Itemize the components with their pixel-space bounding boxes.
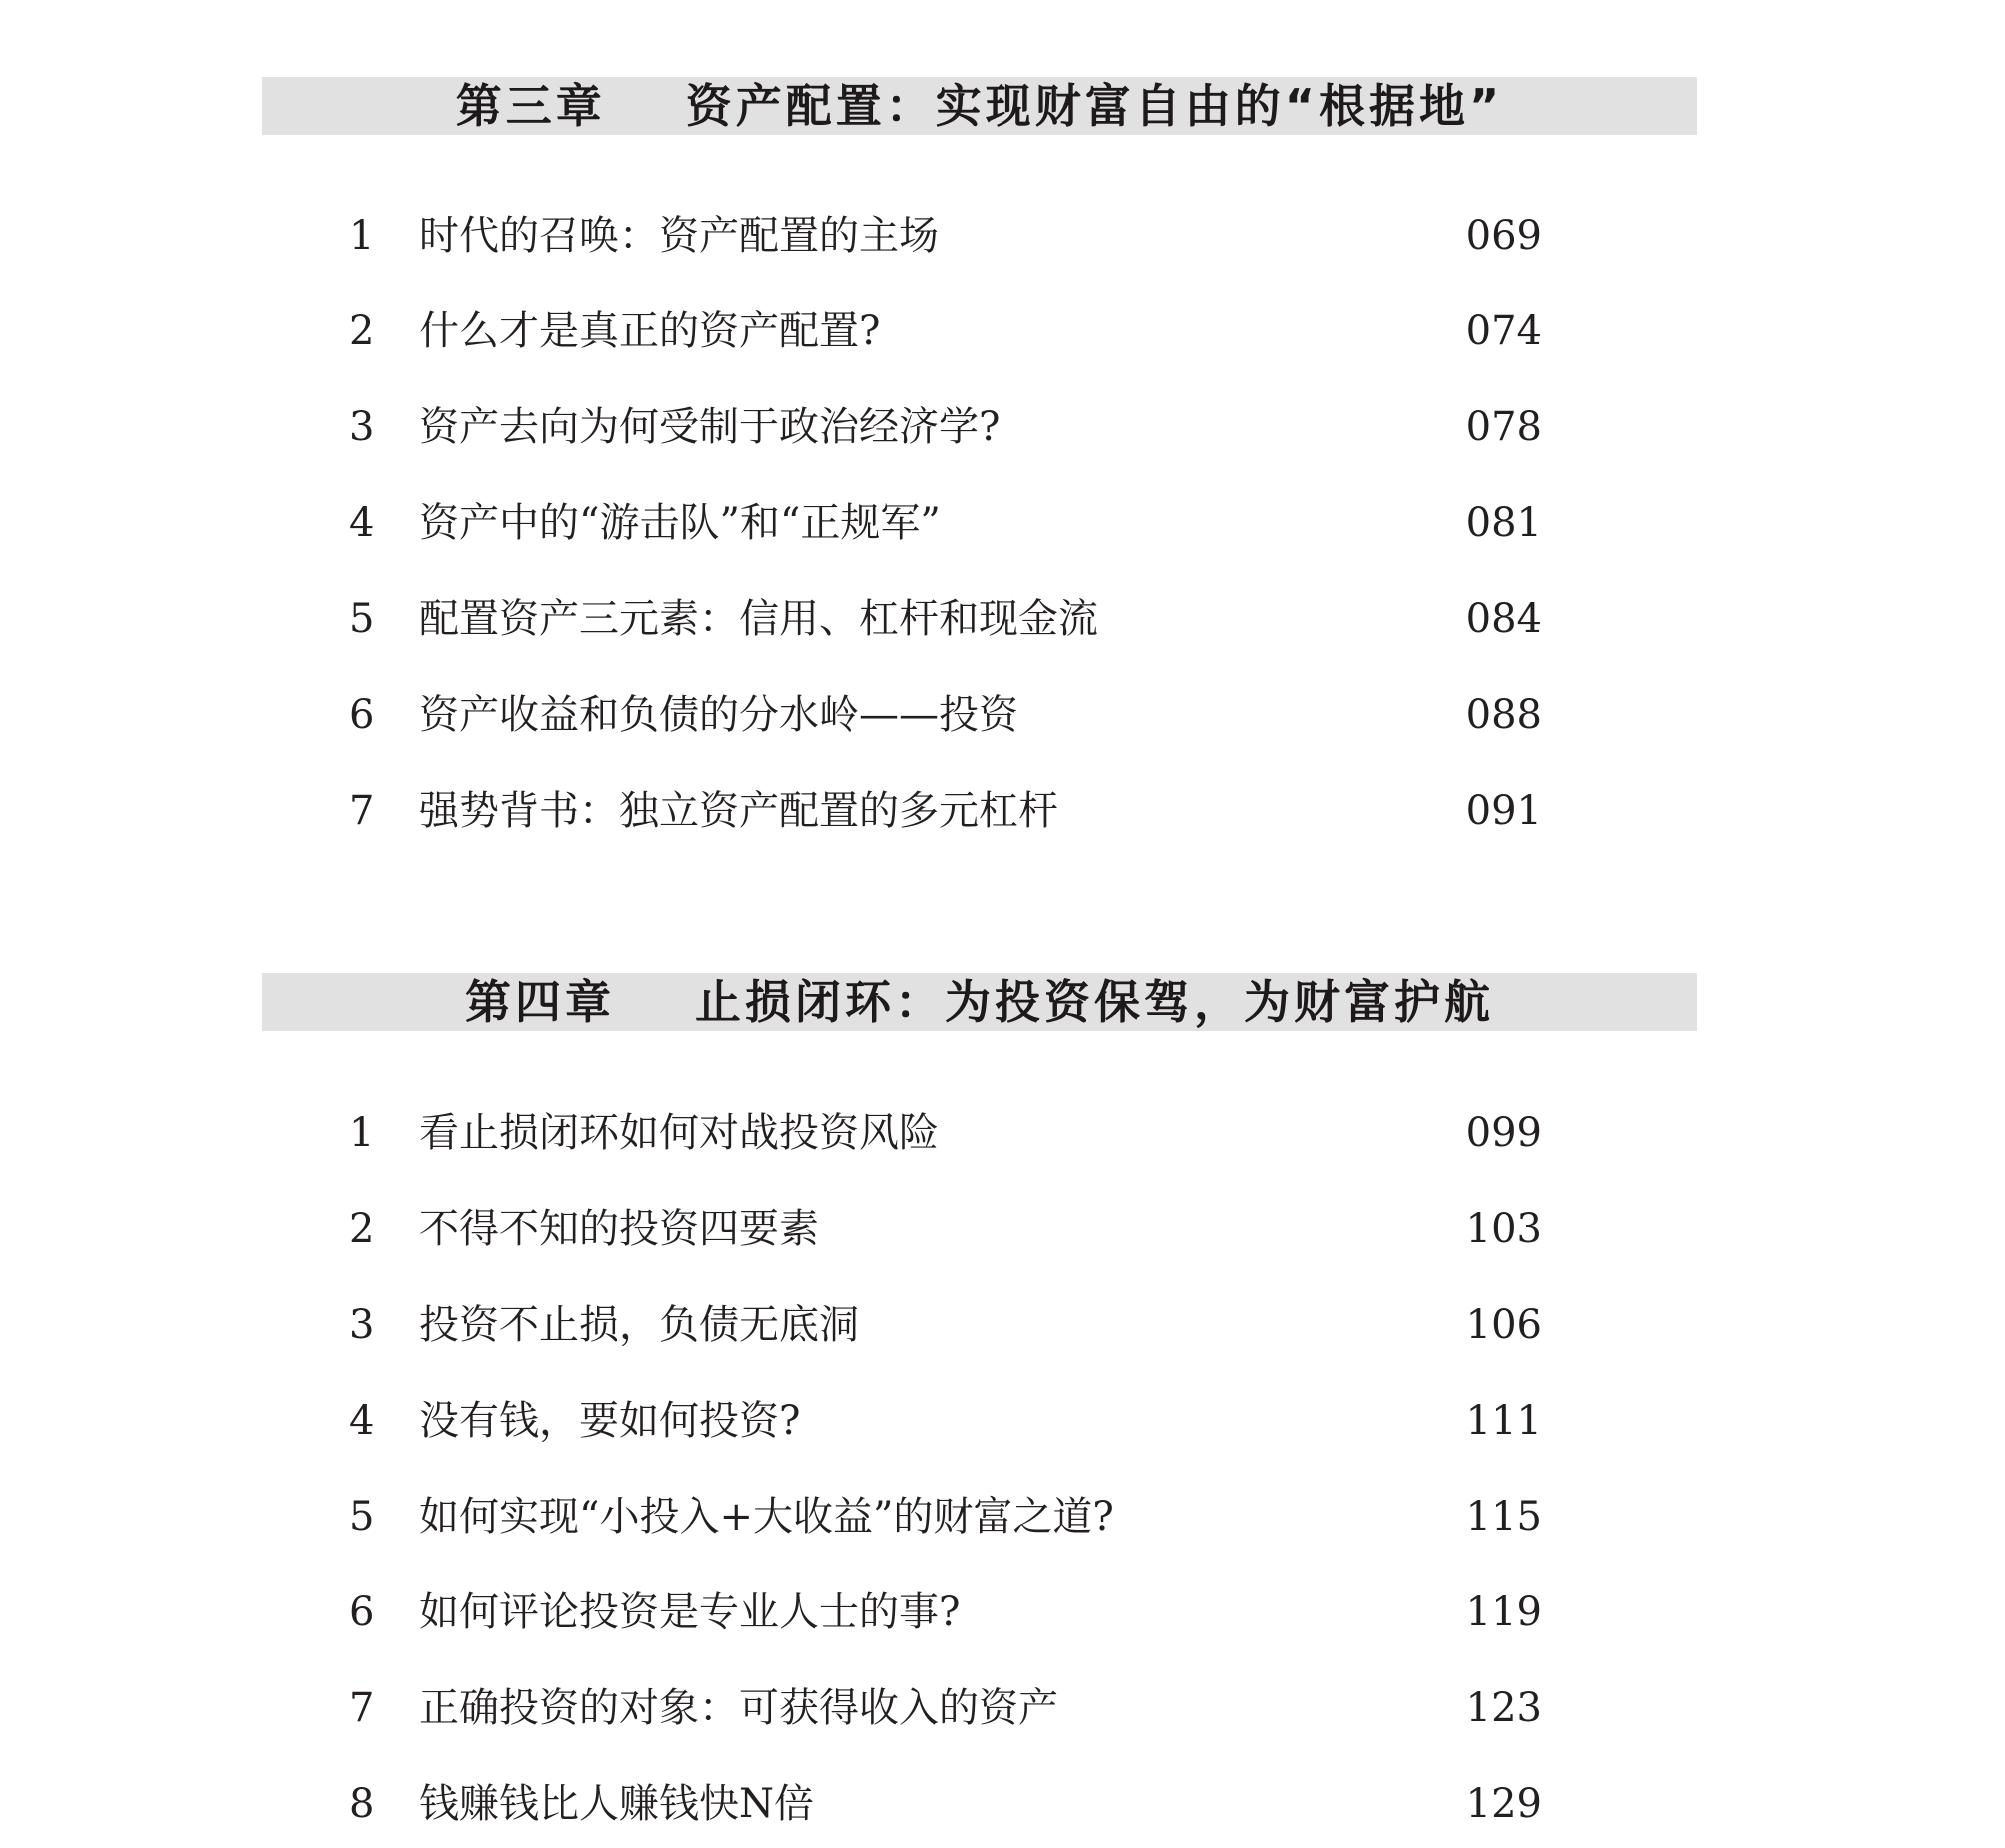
toc-entry[interactable]: [0, 302, 2005, 361]
toc-entry-title: 资产收益和负债的分水岭——投资: [419, 692, 1018, 738]
toc-entry-title: 看止损闭环如何对战投资风险: [419, 1110, 939, 1156]
toc-entry-number: 1: [349, 1110, 375, 1156]
toc-entry-page: 069: [1465, 213, 1542, 259]
toc-entry-number: 3: [349, 1302, 375, 1348]
toc-entry-page: 106: [1465, 1302, 1542, 1348]
toc-entry[interactable]: [0, 589, 2005, 649]
toc-entry-title: 资产中的“游击队”和“正规军”: [419, 500, 941, 546]
toc-entry-number: 5: [349, 1494, 375, 1540]
toc-entry[interactable]: [0, 1678, 2005, 1738]
toc-entry-title: 如何评论投资是专业人士的事?: [419, 1589, 961, 1635]
toc-entry-page: 088: [1465, 692, 1542, 738]
toc-entry-title: 不得不知的投资四要素: [419, 1206, 819, 1252]
toc-entry[interactable]: [0, 1774, 2005, 1834]
toc-entry-page: 103: [1465, 1206, 1542, 1252]
toc-entry-page: 078: [1465, 404, 1542, 450]
toc-entry[interactable]: [0, 1582, 2005, 1642]
toc-entry-number: 4: [349, 500, 375, 546]
toc-entry-title: 什么才是真正的资产配置?: [419, 308, 881, 354]
toc-entry-number: 4: [349, 1398, 375, 1444]
toc-entry[interactable]: [0, 206, 2005, 266]
toc-entry-number: 6: [349, 1589, 375, 1635]
toc-entry-number: 7: [349, 1685, 375, 1731]
toc-entry-page: 081: [1465, 500, 1542, 546]
toc-entry-title: 强势背书：独立资产配置的多元杠杆: [419, 788, 1058, 834]
toc-entry-page: 074: [1465, 308, 1542, 354]
toc-entry[interactable]: [0, 397, 2005, 457]
toc-entry[interactable]: [0, 685, 2005, 745]
toc-entry-page: 119: [1465, 1589, 1542, 1635]
toc-entry-number: 5: [349, 596, 375, 642]
toc-entry-title: 钱赚钱比人赚钱快N倍: [419, 1781, 814, 1827]
toc-entry-title: 没有钱，要如何投资?: [419, 1398, 801, 1444]
toc-entry-number: 1: [349, 213, 375, 259]
toc-entry-title: 投资不止损，负债无底洞: [419, 1302, 859, 1348]
chapter-title: 第三章 资产配置：实现财富自由的“根据地”: [455, 79, 1504, 133]
toc-entry-title: 资产去向为何受制于政治经济学?: [419, 404, 1001, 450]
toc-entry-number: 6: [349, 692, 375, 738]
toc-entry-page: 091: [1465, 788, 1542, 834]
toc-entry[interactable]: [0, 1487, 2005, 1546]
toc-entry[interactable]: [0, 1391, 2005, 1451]
toc-entry-title: 配置资产三元素：信用、杠杆和现金流: [419, 596, 1098, 642]
toc-entry-title: 正确投资的对象：可获得收入的资产: [419, 1685, 1058, 1731]
toc-entry[interactable]: [0, 1295, 2005, 1355]
toc-entry-page: 129: [1465, 1781, 1542, 1827]
toc-entry-page: 111: [1465, 1398, 1542, 1444]
toc-entry-page: 084: [1465, 596, 1542, 642]
toc-entry-number: 3: [349, 404, 375, 450]
toc-entry-title: 如何实现“小投入+大收益”的财富之道?: [419, 1494, 1114, 1540]
toc-entry[interactable]: [0, 1103, 2005, 1163]
toc-entry-title: 时代的召唤：资产配置的主场: [419, 213, 939, 259]
toc-entry[interactable]: [0, 781, 2005, 841]
toc-entry-number: 2: [349, 1206, 375, 1252]
toc-entry-number: 8: [349, 1781, 375, 1827]
toc-entry-page: 115: [1465, 1494, 1542, 1540]
toc-entry-number: 7: [349, 788, 375, 834]
toc-entry-page: 099: [1465, 1110, 1542, 1156]
toc-entry[interactable]: [0, 1199, 2005, 1259]
toc-entry-page: 123: [1465, 1685, 1542, 1731]
chapter-title: 第四章 止损闭环：为投资保驾，为财富护航: [464, 975, 1495, 1029]
toc-entry[interactable]: [0, 493, 2005, 553]
toc-entry-number: 2: [349, 308, 375, 354]
